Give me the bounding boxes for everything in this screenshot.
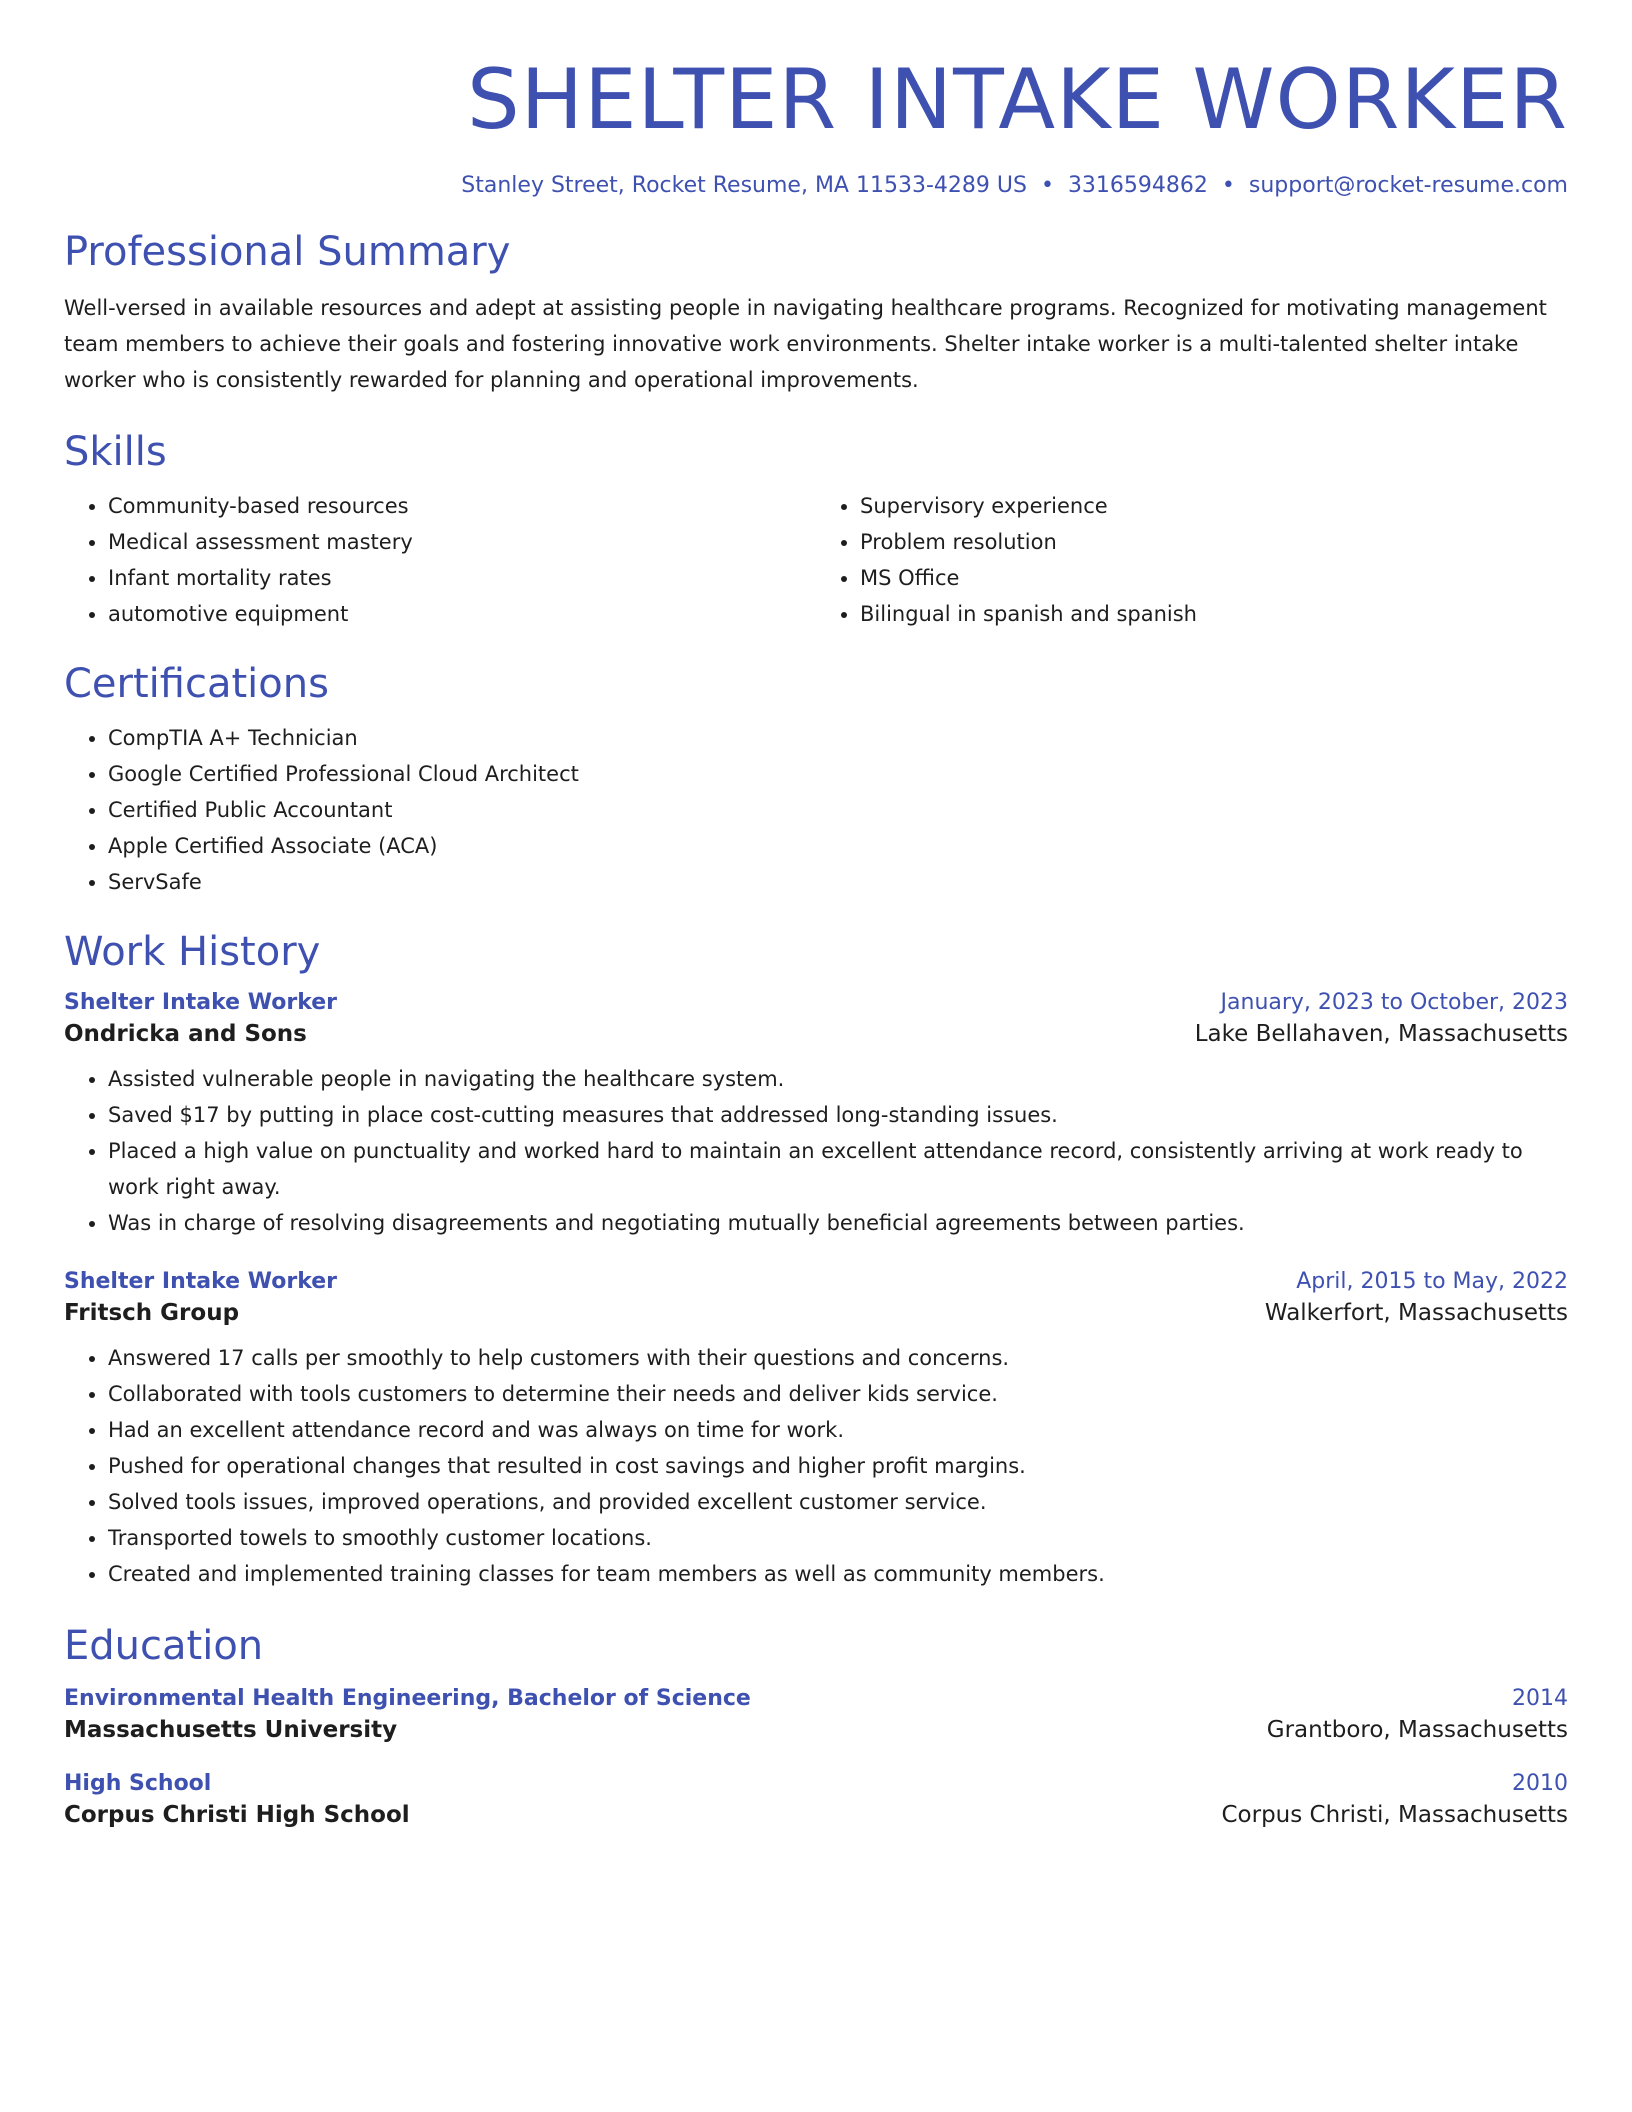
job-location: Lake Bellahaven, Massachusetts	[1194, 1021, 1568, 1048]
job-bullet: • Saved $17 by putting in place cost-cutting measures that addressed long-standing issues.	[108, 1097, 1568, 1133]
skill-item: • automotive equipment	[108, 596, 816, 632]
education-location: Corpus Christi, Massachusetts	[1221, 1802, 1568, 1829]
education-header	[64, 1771, 1568, 1796]
education-entry	[64, 1686, 1568, 1743]
job-entry	[64, 990, 1568, 1241]
job-title: Shelter Intake Worker	[64, 990, 338, 1016]
job-dates: January, 2023 to October, 2023	[1220, 990, 1568, 1016]
job-bullet: • Placed a high value on punctuality and worked hard to maintain an excellent attendance record, consistently arriving at work ready to work right away.	[108, 1133, 1568, 1205]
job-title: Shelter Intake Worker	[64, 1269, 338, 1295]
job-bullet: • Pushed for operational changes that resulted in cost savings and higher profit margins.	[108, 1448, 1568, 1484]
certification-item: • ServSafe	[108, 864, 1568, 900]
skill-item: • Community-based resources	[108, 488, 816, 524]
education-school-row	[64, 1802, 1568, 1828]
job-bullet: • Transported towels to smoothly customer locations.	[108, 1520, 1568, 1556]
job-dates: April, 2015 to May, 2022	[1296, 1269, 1568, 1295]
education-year: 2014	[1512, 1686, 1568, 1712]
job-employer: Ondricka and Sons	[64, 1021, 307, 1048]
section-title-education: Education	[64, 1623, 264, 1670]
job-bullet: • Was in charge of resolving disagreements and negotiating mutually beneficial agreements between parties.	[108, 1205, 1568, 1241]
certifications-list	[64, 720, 1568, 900]
education-section	[64, 1622, 1568, 1828]
job-employer-row	[64, 1300, 1568, 1326]
applicant-title: SHELTER INTAKE WORKER	[466, 51, 1568, 148]
education-degree: Environmental Health Engineering, Bachelor of Science	[64, 1686, 751, 1712]
skill-item: • Problem resolution	[860, 524, 1568, 560]
section-title-summary: Professional Summary	[64, 229, 511, 276]
skill-item: • Supervisory experience	[860, 488, 1568, 524]
contact-phone[interactable]: 3316594862	[1067, 173, 1208, 199]
skill-item: • MS Office	[860, 560, 1568, 596]
education-location: Grantboro, Massachusetts	[1266, 1717, 1568, 1744]
skills-list-right	[816, 488, 1568, 632]
contact-separator: •	[1040, 173, 1054, 199]
education-header	[64, 1686, 1568, 1711]
work-history-section	[64, 928, 1568, 1592]
certification-item: • CompTIA A+ Technician	[108, 720, 1568, 756]
education-entry	[64, 1771, 1568, 1828]
education-degree: High School	[64, 1771, 212, 1797]
education-school: Corpus Christi High School	[64, 1802, 410, 1829]
education-year: 2010	[1512, 1771, 1568, 1797]
job-bullet: • Assisted vulnerable people in navigating the healthcare system.	[108, 1061, 1568, 1097]
job-bullets	[64, 1061, 1568, 1241]
section-title-work-history: Work History	[64, 929, 321, 976]
job-location: Walkerfort, Massachusetts	[1264, 1300, 1568, 1327]
job-employer: Fritsch Group	[64, 1300, 240, 1327]
job-bullets	[64, 1340, 1568, 1592]
job-bullet: • Created and implemented training classes for team members as well as community members.	[108, 1556, 1568, 1592]
skill-item: • Infant mortality rates	[108, 560, 816, 596]
skill-item: • Bilingual in spanish and spanish	[860, 596, 1568, 632]
job-header	[64, 1269, 1568, 1294]
contact-line	[64, 173, 1568, 198]
contact-separator: •	[1221, 173, 1235, 199]
contact-address: Stanley Street, Rocket Resume, MA 11533-4289 US	[461, 173, 1027, 199]
job-entry	[64, 1269, 1568, 1592]
job-header	[64, 990, 1568, 1015]
section-title-certifications: Certifications	[64, 661, 329, 708]
certification-item: • Apple Certified Associate (ACA)	[108, 828, 1568, 864]
job-bullet: • Solved tools issues, improved operations, and provided excellent customer service.	[108, 1484, 1568, 1520]
education-school-row	[64, 1717, 1568, 1743]
certifications-section	[64, 660, 1568, 900]
resume-header	[64, 0, 1568, 198]
skill-item: • Medical assessment mastery	[108, 524, 816, 560]
section-title-skills: Skills	[64, 429, 167, 476]
summary-section	[64, 228, 1568, 398]
certification-item: • Google Certified Professional Cloud Architect	[108, 756, 1568, 792]
skills-section	[64, 428, 1568, 632]
job-bullet: • Answered 17 calls per smoothly to help customers with their questions and concerns.	[108, 1340, 1568, 1376]
certification-item: • Certified Public Accountant	[108, 792, 1568, 828]
skills-grid	[64, 488, 1568, 632]
contact-email[interactable]: support@rocket-resume.com	[1248, 173, 1568, 199]
skills-list-left	[64, 488, 816, 632]
job-bullet: • Had an excellent attendance record and was always on time for work.	[108, 1412, 1568, 1448]
education-school: Massachusetts University	[64, 1717, 398, 1744]
job-bullet: • Collaborated with tools customers to determine their needs and deliver kids service.	[108, 1376, 1568, 1412]
summary-text: Well-versed in available resources and adept at assisting people in navigating healthcare programs. Recognized for motivating management team members to achieve their goals and fostering innovative work environments. Shelter intake worker is a multi-talented shelter intake worker who is consistently rewarded for planning and operational improvements.	[64, 296, 1547, 393]
job-employer-row	[64, 1021, 1568, 1047]
